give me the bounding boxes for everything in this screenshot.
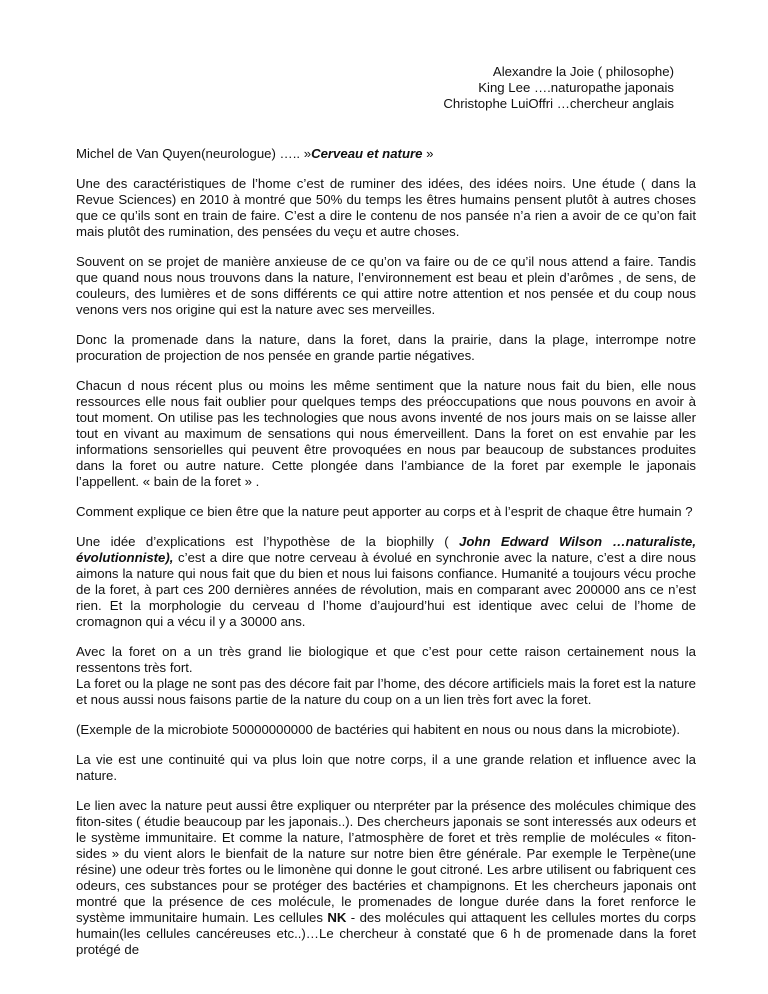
author-line: King Lee ….naturopathe japonais	[478, 80, 674, 95]
paragraph-text: Le lien avec la nature peut aussi être expliquer ou nterpréter par la présence des molécules chimique des fiton-sites ( étudie beaucoup par les japonais..). Des chercheurs japonais se sont interessés aux odeurs et le système immunitaire. Et comme la nature, l’atmosphère de foret et très remplie de molécules « fiton-sides » du vient alors le bienfait de la nature sur notre bien être générale. Par exemple le Terpène(une résine) une odeur très fortes ou le limonène qui donne le gout citroné. Les arbre utilisent ou fabriquent ces odeurs, ces substances pour se protéger des bactéries et champignons. Et les chercheurs japonais ont montré que la présence de ces molécule, le promenades de longue durée dans la foret renforce le système immunitaire humain. Les cellules	[76, 798, 696, 925]
paragraph: Donc la promenade dans la nature, dans la foret, dans la prairie, dans la plage, interrompe notre procuration de projection de nos pensée en grande partie négatives.	[76, 332, 696, 363]
author-list	[76, 64, 696, 112]
document-heading	[76, 146, 696, 162]
paragraph	[76, 534, 696, 630]
paragraph: Comment explique ce bien être que la nature peut apporter au corps et à l’esprit de chaque être humain ?	[76, 504, 693, 519]
author-line: Alexandre la Joie ( philosophe)	[492, 64, 674, 79]
paragraph	[76, 644, 696, 708]
paragraph: Souvent on se projet de manière anxieuse de ce qu’on va faire ou de ce qu’il nous attend a faire. Tandis que quand nous nous trouvons dans la nature, l’environnement est beau et plein d’arômes , de sens, de couleurs, des lumières et de sons différents ce qui attire notre attention et nos pensée et du coup nous venons vers nos origine qui est la nature avec ses merveilles.	[76, 254, 696, 317]
paragraph-text: La foret ou la plage ne sont pas des décore fait par l’home, des décore artificiels mais la foret est la nature et nous aussi nous faisons partie de la nature du coup on a un lien très fort avec la foret.	[76, 676, 696, 707]
paragraph	[76, 798, 696, 958]
author-line: Christophe LuiOffri …chercheur anglais	[443, 96, 674, 111]
author-reference: John Edward Wilson …naturaliste, évolutionniste),	[76, 534, 696, 565]
paragraph-text: c’est a dire que notre cerveau à évolué en synchronie avec la nature, c’est a dire nous aimons la nature qui nous fait que du bien et nous lui faisons confiance. Humanité a toujours vécu proche de la foret, à part ces 200 dernières années de révolution, mais en comparant avec 200000 ans ce n’est rien. Et la morphologie du cerveau d l’home d’aujourd’hui est identique avec celui de l’home de cromagnon qui a vécu il y a 30000 ans.	[76, 550, 696, 629]
paragraph: Une des caractéristiques de l’home c’est de ruminer des idées, des idées noirs. Une étude ( dans la Revue Sciences) en 2010 à montré que 50% du temps les êtres humains pensent plutôt à autres choses que ce qu’ils sont en train de faire. C’est a dire le contenu de nos pansée n’a rien a avoir de ce qu’on fait mais plutôt des rumination, des pensées du veçu et autre choses.	[76, 176, 696, 239]
heading-prefix: Michel de Van Quyen(neurologue) ….. »	[76, 146, 312, 161]
paragraph: Chacun d nous récent plus ou moins les même sentiment que la nature nous fait du bien, elle nous ressources elle nous fait oublier pour quelques temps des préoccupations que nous pouvons en avoir à tout moment. On utilise pas les technologies que nous avons inventé de nos jours mais on se laisse aller tout en vivant au maximum de sensations qui nous émerveillent. Dans la foret on est envahie par les informations sensorielles qui peuvent être provoquées en nous par beaucoup de substances produites dans la foret ou autre nature. Cette plongée dans l’ambiance de la foret par exemple le japonais l’appellent. « bain de la foret » .	[76, 378, 696, 489]
paragraph-text: Avec la foret on a un très grand lie biologique et que c’est pour cette raison certainement nous la ressentons très fort.	[76, 644, 696, 675]
paragraph: La vie est une continuité qui va plus loin que notre corps, il a une grande relation et influence avec la nature.	[76, 752, 696, 783]
heading-suffix: »	[422, 146, 434, 161]
paragraph-text: Une idée d’explications est l’hypothèse de la biophilly (	[76, 534, 460, 549]
paragraph: (Exemple de la microbiote 50000000000 de bactéries qui habitent en nous ou nous dans la microbiote).	[76, 722, 681, 737]
paragraph-text: - des molécules qui attaquent les cellules mortes du corps humain(les cellules cancéreuses etc..)…Le chercheur à constaté que 6 h de promenade dans la foret protégé de	[76, 910, 696, 957]
nk-term: NK	[327, 910, 347, 925]
heading-title: Cerveau et nature	[311, 146, 423, 161]
